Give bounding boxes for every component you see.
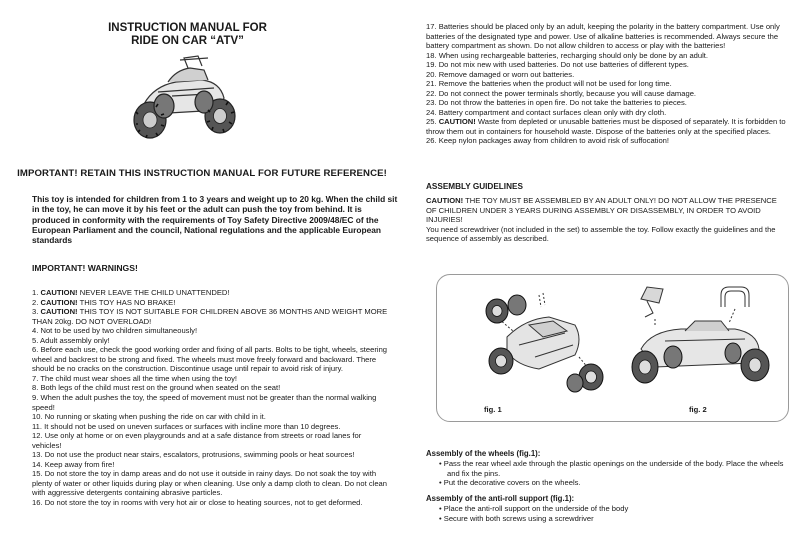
item-text: Do not store the toy in rooms with very hot air or close to heating sources, not to get deformed. <box>44 498 363 508</box>
battery-warnings-list <box>426 22 788 146</box>
caution-label: CAUTION! <box>40 297 78 307</box>
list-item <box>426 70 788 80</box>
list-item <box>32 288 392 298</box>
item-number: 22. <box>426 88 437 98</box>
item-text: Remove the batteries when the product will not be used for long time. <box>438 79 672 88</box>
item-number: 16. <box>32 498 43 508</box>
item-number: 9. <box>32 393 39 403</box>
warnings-heading: IMPORTANT! WARNINGS! <box>32 263 138 273</box>
item-number: 17. <box>426 22 437 31</box>
fig2-label: fig. 2 <box>689 405 707 414</box>
caution-label: CAUTION! <box>40 307 78 317</box>
wheels-step: • Put the decorative covers on the wheels. <box>439 478 581 487</box>
figure-panel <box>436 274 789 422</box>
item-text: THIS TOY HAS NO BRAKE! <box>77 297 176 307</box>
list-item <box>32 469 392 498</box>
item-number: 1. <box>32 288 39 297</box>
list-item <box>426 98 788 108</box>
list-item <box>426 51 788 61</box>
list-item <box>32 498 392 508</box>
atv-illustration <box>124 52 240 142</box>
list-item <box>426 136 788 146</box>
assembly-caution <box>426 196 788 225</box>
antiroll-step: • Place the anti-roll support on the underside of the body <box>439 504 629 513</box>
item-number: 12. <box>32 431 43 441</box>
item-number: 5. <box>32 335 39 345</box>
manual-title <box>100 22 275 48</box>
item-text: When using rechargeable batteries, recharging should only be done by an adult. <box>438 50 709 60</box>
list-item <box>426 79 788 89</box>
item-text: No running or skating when pushing the ride on car with child in it. <box>44 412 266 422</box>
list-item <box>32 450 392 460</box>
fig1-exploded-diagram <box>479 285 609 395</box>
item-number: 6. <box>32 345 39 355</box>
item-number: 11. <box>32 421 42 431</box>
assembly-caution-text: THE TOY MUST BE ASSEMBLED BY AN ADULT ONLY! DO NOT ALLOW THE PRESENCE OF CHILDREN UNDER 3 YEARS DURING ASSEMBLY OR DISASSEMBLY, IN ORDER TO AVOID INJURIES! <box>426 196 777 224</box>
item-text: The child must wear shoes all the time when using the toy! <box>40 373 238 383</box>
item-text: Before each use, check the good working order and fixing of all parts. Bolts to be tight, wheels, steering wheel and backrest to be strong and fixed. The wheels must move freely forward and backward. There should be no cracks on the construction. Discontinue usage until repair to avoid risk of injury. <box>32 345 388 374</box>
item-text: Keep away from fire! <box>44 459 115 469</box>
item-number: 20. <box>426 69 437 79</box>
caution-label: CAUTION! <box>438 117 476 126</box>
item-text: When the adult pushes the toy, the speed of movement must not be greater than the normal walking speed! <box>32 393 377 412</box>
item-number: 15. <box>32 469 43 479</box>
item-text: Adult assembly only! <box>40 335 110 345</box>
item-text: Both legs of the child must rest on the ground when seated on the seat! <box>40 383 281 393</box>
item-number: 24. <box>426 107 437 117</box>
item-text: Do not use the product near stairs, escalators, protrusions, swimming pools or heat sources! <box>44 450 355 460</box>
list-item <box>32 393 392 412</box>
list-item <box>426 60 788 70</box>
list-item <box>426 22 788 51</box>
item-text: Do not store the toy in damp areas and do not use it outside in rainy days. Do not soak the toy with plenty of water or other liquids during play or when cleaning. Use only a damp cloth to clean. Do not clean with aggressive detergents containing abrasive particles. <box>32 469 388 498</box>
list-item <box>32 460 392 470</box>
item-text: Do not mix new with used batteries. Do not use batteries of different types. <box>438 60 689 69</box>
item-text: Remove damaged or worn out batteries. <box>438 69 575 79</box>
item-number: 25. <box>426 117 437 126</box>
list-item <box>32 326 392 336</box>
item-number: 23. <box>426 98 437 107</box>
list-item <box>32 345 392 374</box>
right-page <box>404 0 808 558</box>
list-item <box>32 412 392 422</box>
item-text: NEVER LEAVE THE CHILD UNATTENDED! <box>77 288 230 297</box>
item-number: 21. <box>426 79 437 88</box>
warnings-list <box>32 288 392 508</box>
item-text: Not to be used by two children simultaneously! <box>40 326 198 336</box>
antiroll-step: • Secure with both screws using a screwdriver <box>439 513 594 523</box>
item-text: Keep nylon packages away from children to avoid risk of suffocation! <box>438 136 670 145</box>
item-text: Do not throw the batteries in open fire. Do not take the batteries to pieces. <box>438 98 687 107</box>
assembly-text <box>426 196 788 244</box>
item-text: Batteries should be placed only by an adult, keeping the polarity in the battery compartment. Use only batteries of the designated type and power. Use of alkaline batteries is recommended. Always secure the battery compartment as shown. Do not allow children to access or play with the batteries! <box>426 22 780 50</box>
item-text: Use only at home or on even playgrounds and at a safe distance from streets or road lanes for vehicles! <box>32 431 362 450</box>
list-item <box>32 307 392 326</box>
assembly-heading: ASSEMBLY GUIDELINES <box>426 182 523 191</box>
item-text: It should not be used on uneven surfaces or surfaces with incline more than 10 degrees. <box>44 421 341 431</box>
item-text: Do not connect the power terminals shortly, because you will cause damage. <box>438 88 697 98</box>
item-number: 26. <box>426 136 437 145</box>
list-item <box>32 298 392 308</box>
list-item <box>32 374 392 384</box>
antiroll-steps <box>439 504 789 523</box>
list-item <box>426 108 788 118</box>
list-item <box>32 383 392 393</box>
wheels-heading: Assembly of the wheels (fig.1): <box>426 449 541 458</box>
item-number: 4. <box>32 326 39 336</box>
item-text: THIS TOY IS NOT SUITABLE FOR CHILDREN ABOVE 36 MONTHS AND WEIGHT MORE THAN 20kg. DO NOT OVERLOAD! <box>32 307 388 326</box>
list-item <box>426 89 788 99</box>
item-number: 10. <box>32 412 43 422</box>
list-item <box>32 336 392 346</box>
item-number: 7. <box>32 373 39 383</box>
fig2-assembled-diagram <box>625 283 780 398</box>
item-number: 8. <box>32 383 39 393</box>
list-item <box>426 117 788 136</box>
caution-label: CAUTION! <box>40 288 78 297</box>
item-number: 18. <box>426 50 437 60</box>
title-line-1: INSTRUCTION MANUAL FOR <box>108 22 267 34</box>
item-text: Battery compartment and contact surfaces clean only with dry cloth. <box>438 107 667 117</box>
item-number: 3. <box>32 307 39 317</box>
item-text: Waste from depleted or unusable batteries must be disposed of separately. It is forbidden to throw them out in containers for household waste. Dispose of the batteries only at the specified places. <box>426 117 786 136</box>
item-number: 19. <box>426 60 437 69</box>
antiroll-heading: Assembly of the anti-roll support (fig.1): <box>426 494 575 503</box>
wheels-step: • Pass the rear wheel axle through the plastic openings on the underside of the body. Place the wheels and fix the pins. <box>439 459 784 478</box>
intro-paragraph: This toy is intended for children from 1 to 3 years and weight up to 20 kg. When the child sit in the toy, he can move it by his feet or the adult can push the toy from behind. It is produced in conformity with the requirements of Toy Safety Directive 2009/48/EC of the European Parliament and the council, National regulations and the applicable European standards <box>32 194 398 246</box>
title-line-2: RIDE ON CAR “ATV” <box>131 35 244 47</box>
wheels-steps <box>439 459 789 488</box>
item-number: 13. <box>32 450 43 460</box>
item-number: 14. <box>32 459 43 469</box>
list-item <box>32 431 392 450</box>
fig1-label: fig. 1 <box>484 405 502 414</box>
caution-label: CAUTION! <box>426 196 464 205</box>
assembly-instructions: You need screwdriver (not included in the set) to assemble the toy. Follow exactly the guidelines and the sequence of assembly as described. <box>426 224 776 243</box>
retain-notice: IMPORTANT! RETAIN THIS INSTRUCTION MANUAL FOR FUTURE REFERENCE! <box>17 168 387 179</box>
list-item <box>32 422 392 432</box>
item-number: 2. <box>32 297 39 307</box>
